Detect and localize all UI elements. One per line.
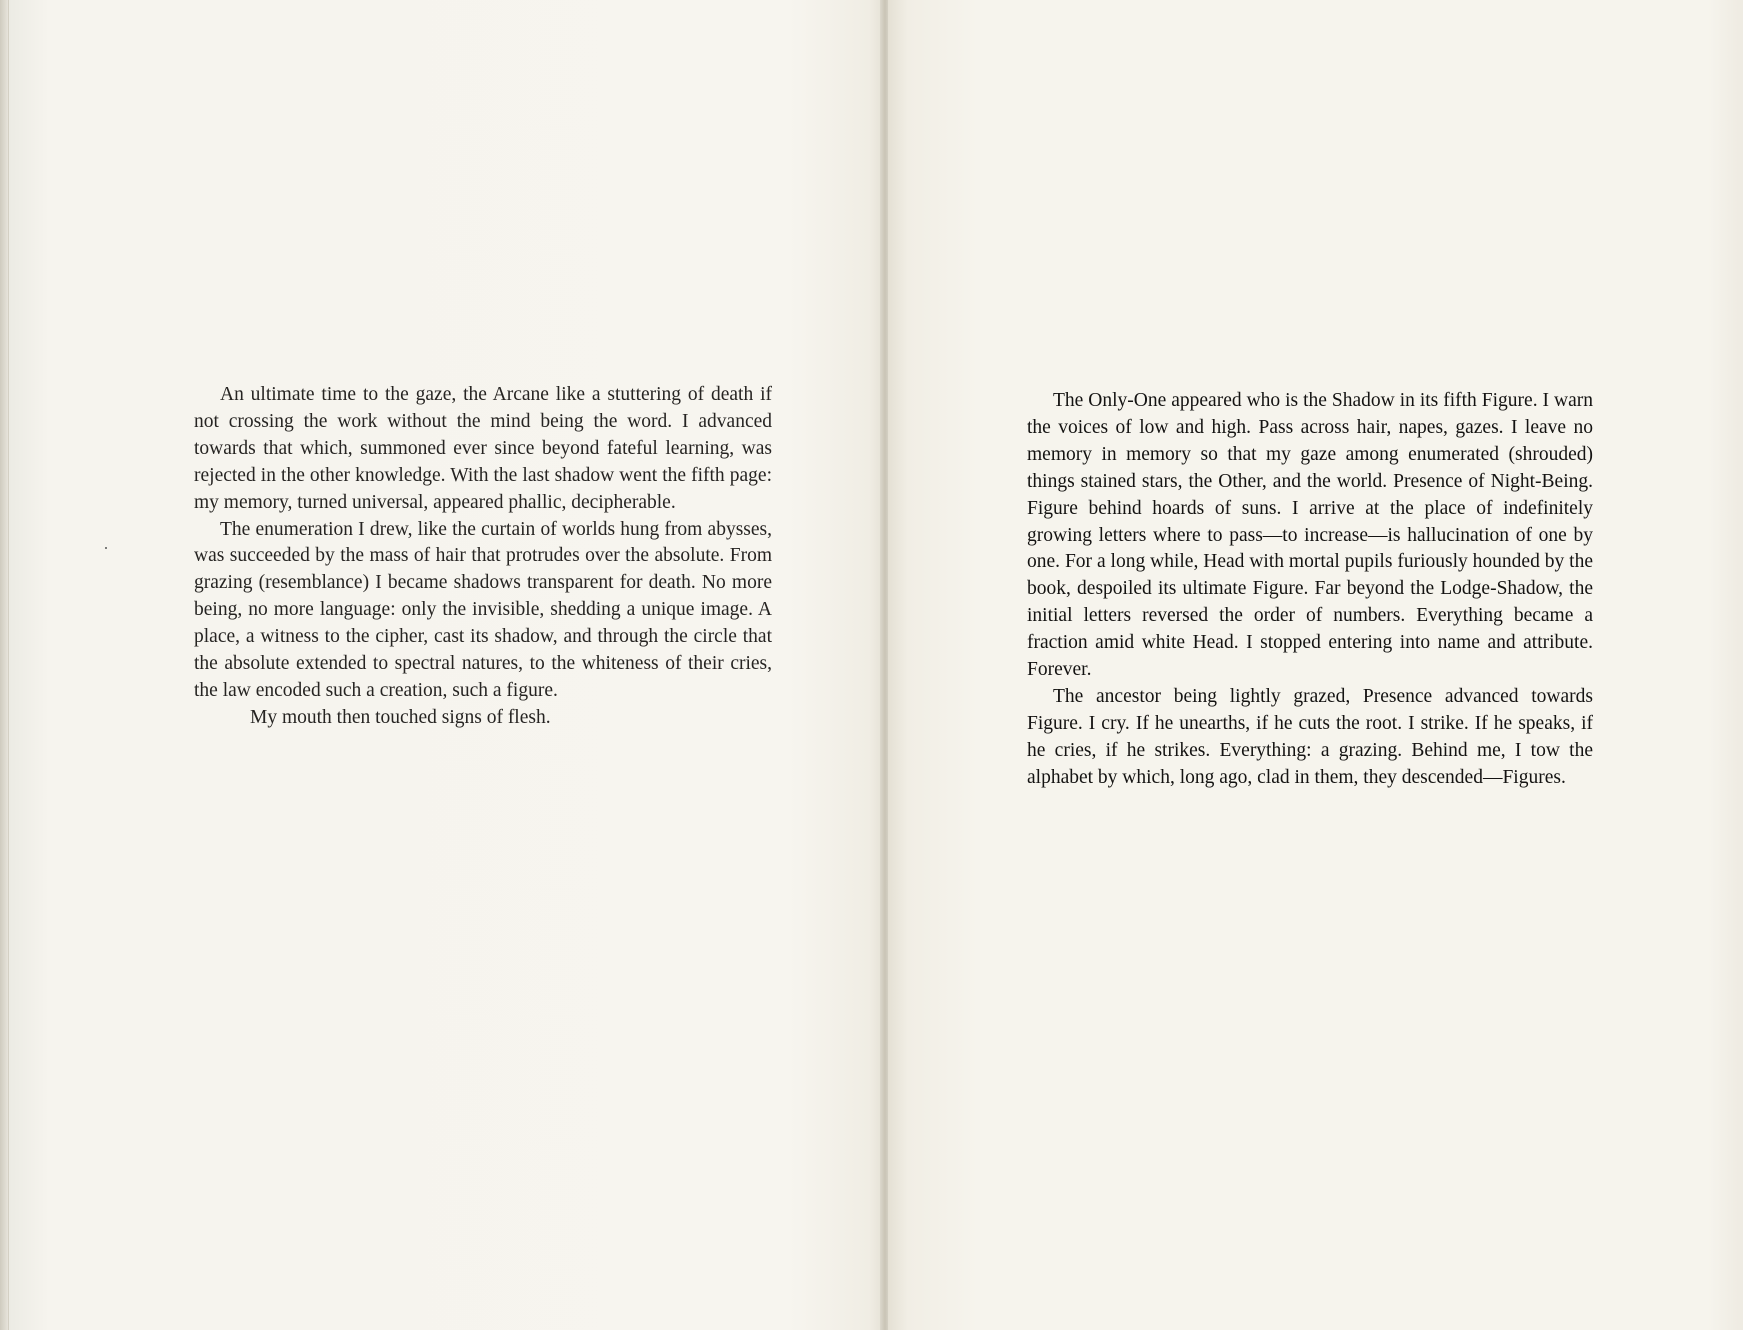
ink-speck <box>105 547 107 549</box>
left-paragraph-3: My mouth then touched signs of flesh. <box>250 706 551 728</box>
right-paragraph-2: The ancestor being lightly grazed, Presence advanced towards Figure. I cry. If he unearths, if he cuts the root. I strike. If he speaks, if he cries, if he strikes. Everything: a grazing. Behind me, I tow the alphabet by which, long ago, clad in them, they descended—Figures. <box>1027 685 1593 788</box>
left-paragraph-2: The enumeration I drew, like the curtain of worlds hung from abysses, was succeeded by the mass of hair that protrudes over the absolute. From grazing (resemblance) I became shadows transparent for death. No more being, no more language: only the invisible, shedding a unique image. A place, a witness to the cipher, cast its shadow, and through the circle that the absolute extended to spectral natures, to the whiteness of their cries, the law encoded such a creation, such a figure. <box>194 518 772 701</box>
right-page-text <box>1027 388 1593 792</box>
left-paragraph-1: An ultimate time to the gaze, the Arcane like a stuttering of death if not crossing the work without the mind being the word. I advanced towards that which, summoned ever since beyond fateful learning, was rejected in the other knowledge. With the last shadow went the fifth page: my memory, turned universal, appeared phallic, decipherable. <box>194 384 772 513</box>
page-edge <box>0 0 8 1330</box>
left-page-text <box>194 382 772 732</box>
right-paragraph-1: The Only-One appeared who is the Shadow in its fifth Figure. I warn the voices of low and high. Pass across hair, napes, gazes. I leave no memory in memory so that my gaze among enumerated (shrouded) things stained stars, the Other, and the world. Presence of Night-Being. Figure behind hoards of suns. I arrive at the place of indefinitely growing letters where to pass—to increase—is hallucination of one by one. For a long while, Head with mortal pupils furiously hounded by the book, despoiled its ultimate Figure. Far beyond the Lodge-Shadow, the initial letters reversed the order of numbers. Everything became a fraction amid white Head. I stopped entering into name and attribute. Forever. <box>1027 390 1593 681</box>
